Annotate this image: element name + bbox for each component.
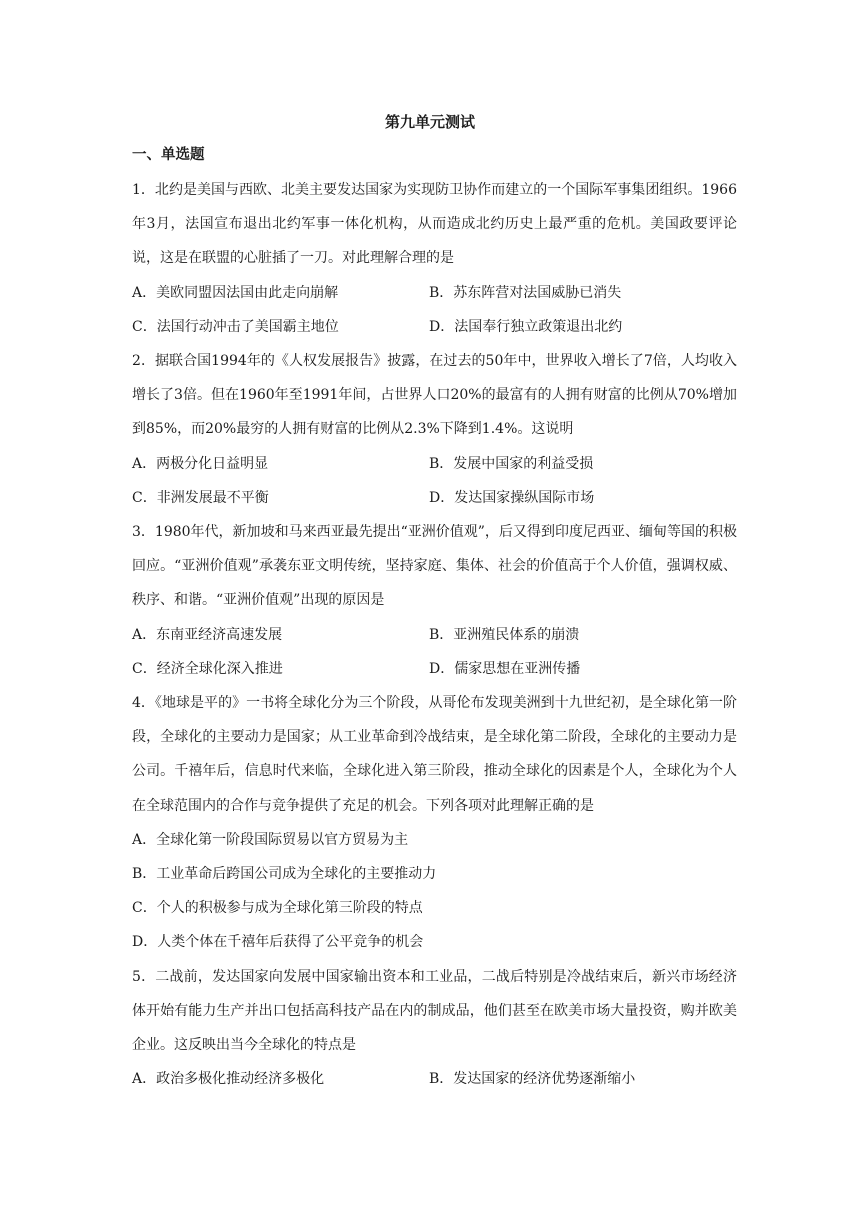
section-heading: 一、单选题 — [132, 146, 205, 163]
question-list — [132, 173, 737, 1096]
option-b: B．亚洲殖民体系的崩溃 — [429, 626, 580, 643]
option-row — [132, 276, 737, 310]
question-stem: 1．北约是美国与西欧、北美主要发达国家为实现防卫协作而建立的一个国际军事集团组织。1966年3月，法国宣布退出北约军事一体化机构，从而造成北约历史上最严重的危机。美国政要评论说，这是在联盟的心脏插了一刀。对此理解合理的是 — [132, 182, 737, 267]
option-d: D．法国奉行独立政策退出北约 — [429, 318, 623, 335]
question-stem: 4．《地球是平的》一书将全球化分为三个阶段，从哥伦布发现美洲到十九世纪初，是全球化第一阶段，全球化的主要动力是国家；从工业革命到冷战结束，是全球化第二阶段，全球化的主要动力是公司。千禧年后，信息时代来临，全球化进入第三阶段，推动全球化的因素是个人，全球化为个人在全球范围内的合作与竞争提供了充足的机会。下列各项对此理解正确的是 — [132, 695, 737, 814]
option-a: A．全球化第一阶段国际贸易以官方贸易为主 — [132, 831, 409, 848]
option-row — [132, 618, 737, 652]
question-5 — [132, 960, 737, 1097]
option-row — [132, 310, 737, 344]
option-row — [132, 1062, 737, 1096]
option-b: B．发展中国家的利益受损 — [429, 455, 594, 472]
option-c: C．个人的积极参与成为全球化第三阶段的特点 — [132, 900, 423, 917]
option-b: B．发达国家的经济优势逐渐缩小 — [429, 1071, 636, 1088]
option-c: C．经济全球化深入推进 — [132, 660, 283, 677]
question-4 — [132, 686, 737, 960]
question-stem: 5．二战前，发达国家向发展中国家输出资本和工业品，二战后特别是冷战结束后，新兴市场经济体开始有能力生产并出口包括高科技产品在内的制成品，他们甚至在欧美市场大量投资，购并欧美企业。这反映出当今全球化的特点是 — [132, 968, 737, 1054]
option-b: B．工业革命后跨国公司成为全球化的主要推动力 — [132, 866, 437, 883]
page-title: 第九单元测试 — [384, 113, 475, 131]
option-c: C．非洲发展最不平衡 — [132, 489, 269, 506]
option-row — [132, 481, 737, 515]
question-1 — [132, 173, 737, 344]
option-c: C．法国行动冲击了美国霸主地位 — [132, 318, 339, 335]
option-a: A．政治多极化推动经济多极化 — [132, 1071, 325, 1088]
question-3 — [132, 515, 737, 686]
option-d: D．儒家思想在亚洲传播 — [429, 660, 581, 677]
option-row — [132, 447, 737, 481]
question-2 — [132, 344, 737, 515]
option-a: A．美欧同盟因法国由此走向崩解 — [132, 284, 339, 301]
option-d: D．人类个体在千禧年后获得了公平竞争的机会 — [132, 934, 424, 951]
option-row — [132, 652, 737, 686]
question-stem: 2．据联合国1994年的《人权发展报告》披露，在过去的50年中，世界收入增长了7倍，人均收入增长了3倍。但在1960年至1991年间，占世界人口20%的最富有的人拥有财富的比例从70%增加到85%，而20%最穷的人拥有财富的比例从2.3%下降到1.4%。这说明 — [132, 353, 737, 438]
question-stem: 3．1980年代，新加坡和马来西亚最先提出“亚洲价值观”，后又得到印度尼西亚、缅甸等国的积极回应。“亚洲价值观”承袭东亚文明传统，坚持家庭、集体、社会的价值高于个人价值，强调权威、秩序、和谐。“亚洲价值观”出现的原因是 — [132, 524, 737, 609]
option-a: A．东南亚经济高速发展 — [132, 626, 283, 643]
option-d: D．发达国家操纵国际市场 — [429, 489, 595, 506]
option-a: A．两极分化日益明显 — [132, 455, 269, 472]
option-b: B．苏东阵营对法国威胁已消失 — [429, 284, 622, 301]
